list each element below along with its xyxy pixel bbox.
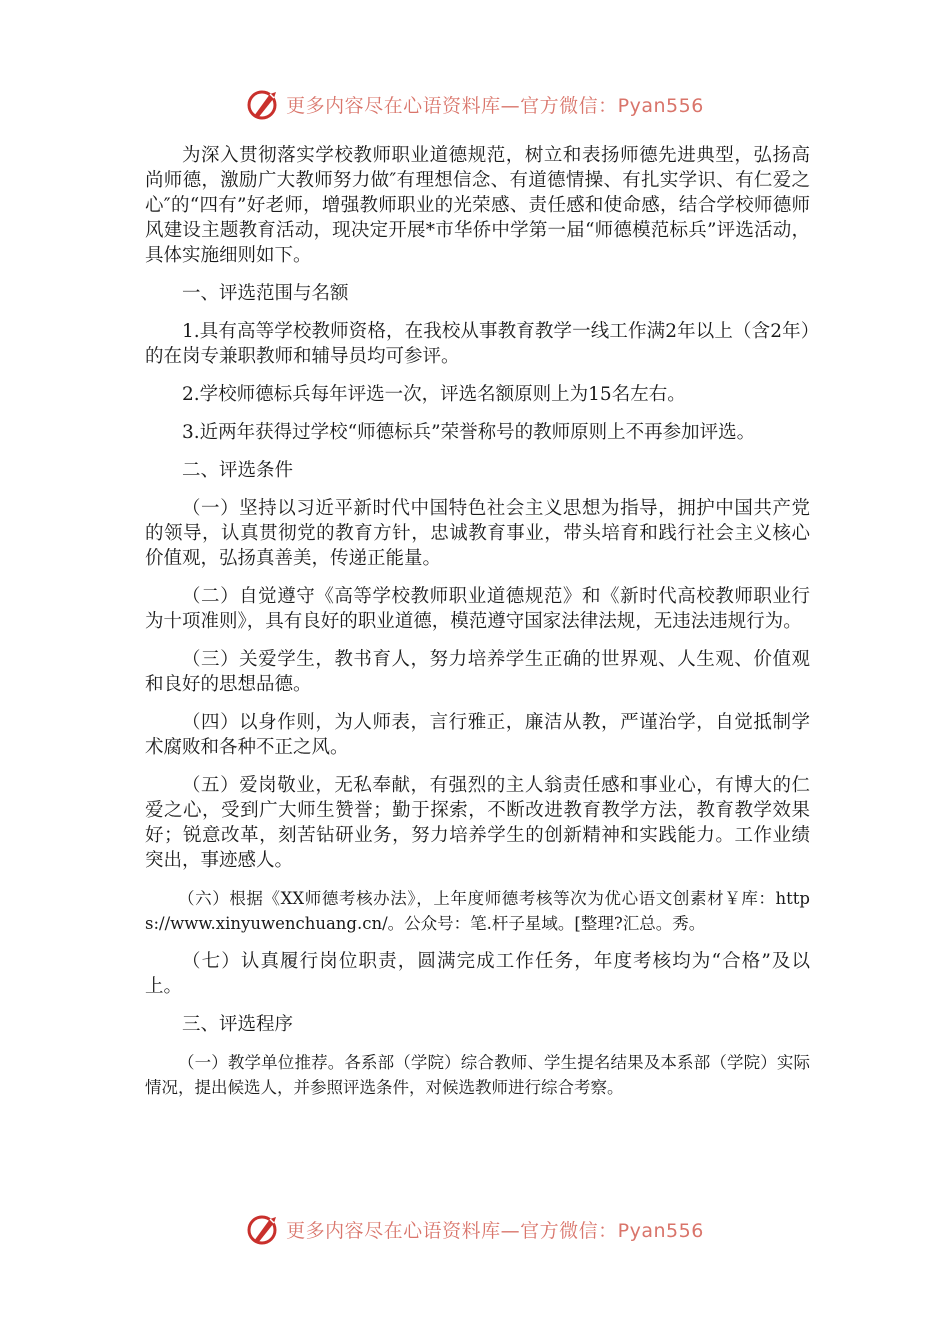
paragraph-intro: 为深入贯彻落实学校教师职业道德规范，树立和表扬师德先进典型，弘扬高尚师德，激励广大教师努力做″有理想信念、有道德情操、有扎实学识、有仁爱之心″的“四有”好老师，增强教师职业的光荣感、责任感和使命感，结合学校师德师风建设主题教育活动，现决定开展*市华侨中学第一届“师德模范标兵”评选活动，具体实施细则如下。 bbox=[145, 145, 810, 266]
paragraph-condition-6: （六）根据《XX师德考核办法》，上年度师德考核等次为优心语文创素材￥库：https://www.xinyuwenchuang.cn/。公众号：笔.杆子星域。[整理?汇总。秀。 bbox=[145, 889, 810, 933]
paragraph-condition-7: （七）认真履行岗位职责，圆满完成工作任务，年度考核均为“合格”及以上。 bbox=[145, 951, 810, 997]
header-banner bbox=[0, 84, 950, 124]
paragraph-condition-2: （二）自觉遵守《高等学校教师职业道德规范》和《新时代高校教师职业行为十项准则》，具有良好的职业道德，模范遵守国家法律法规，无违法违规行为。 bbox=[145, 586, 810, 632]
paragraph-procedure-1: （一）教学单位推荐。各系部（学院）综合教师、学生提名结果及本系部（学院）实际情况，提出候选人，并参照评选条件，对候选教师进行综合考察。 bbox=[145, 1053, 810, 1097]
paragraph-condition-3: （三）关爱学生，教书育人，努力培养学生正确的世界观、人生观、价值观和良好的思想品德。 bbox=[145, 649, 810, 695]
paragraph-condition-1: （一）坚持以习近平新时代中国特色社会主义思想为指导，拥护中国共产党的领导，认真贯彻党的教育方针，忠诚教育事业，带头培育和践行社会主义核心价值观，弘扬真善美，传递正能量。 bbox=[145, 498, 810, 569]
paragraph-scope-3: 3.近两年获得过学校“师德标兵”荣誉称号的教师原则上不再参加评选。 bbox=[182, 422, 756, 443]
footer-banner bbox=[0, 1209, 950, 1249]
section-heading-conditions: 二、评选条件 bbox=[182, 460, 294, 481]
paragraph-scope-1: 1.具有高等学校教师资格，在我校从事教育教学一线工作满2年以上（含2年）的在岗专兼职教师和辅导员均可参评。 bbox=[145, 321, 810, 367]
paragraph-scope-2: 2.学校师德标兵每年评选一次，评选名额原则上为15名左右。 bbox=[182, 384, 686, 405]
paragraph-condition-5: （五）爱岗敬业，无私奉献，有强烈的主人翁责任感和事业心，有博大的仁爱之心，受到广大师生赞誉；勤于探索，不断改进教育教学方法，教育教学效果好；锐意改革，刻苦钻研业务，努力培养学生的创新精神和实践能力。工作业绩突出，事迹感人。 bbox=[145, 775, 810, 871]
banner-text: 更多内容尽在心语资料库—官方微信：Pyan556 bbox=[286, 1219, 704, 1242]
paragraph-condition-4: （四）以身作则，为人师表，言行雅正，廉洁从教，严谨治学，自觉抵制学术腐败和各种不正之风。 bbox=[145, 712, 810, 758]
banner-text: 更多内容尽在心语资料库—官方微信：Pyan556 bbox=[286, 94, 704, 117]
pen-nib-logo-icon bbox=[246, 1211, 282, 1247]
document-body bbox=[145, 143, 810, 1100]
section-heading-scope: 一、评选范围与名额 bbox=[182, 283, 349, 304]
pen-nib-logo-icon bbox=[246, 86, 282, 122]
section-heading-procedure: 三、评选程序 bbox=[182, 1014, 294, 1035]
